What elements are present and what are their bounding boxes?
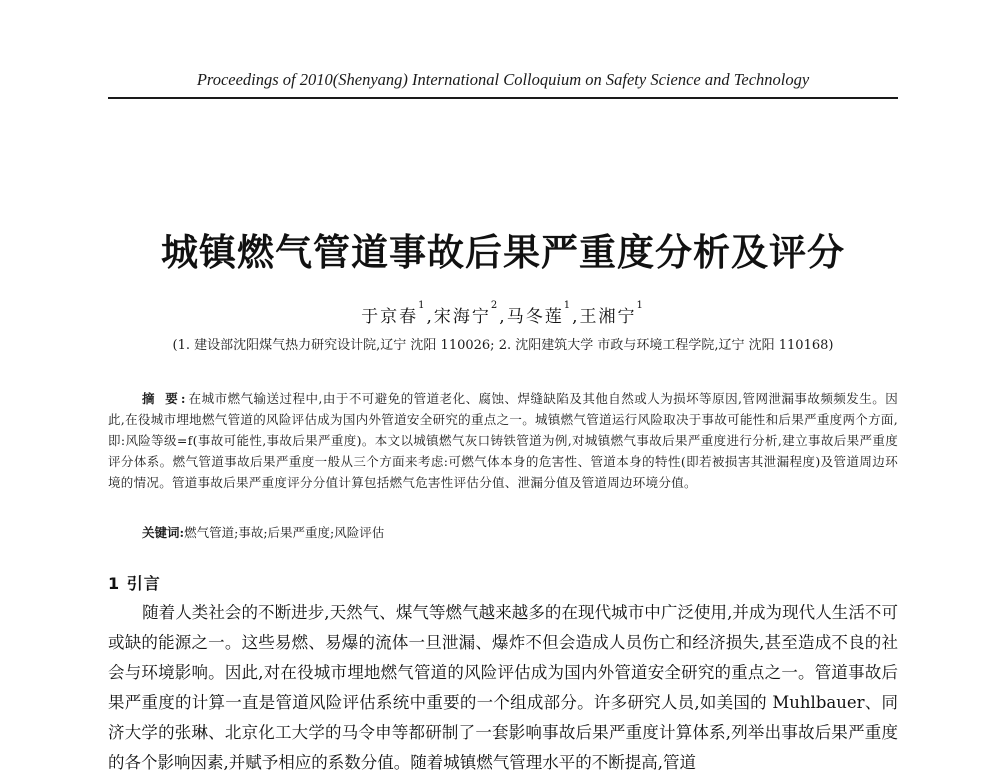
- body-paragraph: [108, 598, 898, 778]
- author-name: 于京春: [361, 307, 419, 327]
- section-heading: 1 引言: [108, 574, 161, 593]
- author-separator: ,: [499, 307, 507, 327]
- author-separator: ,: [572, 307, 580, 327]
- keywords-text: 燃气管道;事故;后果严重度;风险评估: [184, 525, 385, 540]
- abstract: [108, 388, 898, 493]
- author-list: [108, 302, 898, 327]
- keywords: [142, 523, 898, 541]
- affiliation: (1. 建设部沈阳煤气热力研究设计院,辽宁 沈阳 110026; 2. 沈阳建筑大学 市政与环境工程学院,辽宁 沈阳 110168): [172, 338, 834, 353]
- keywords-label: 关键词:: [142, 525, 185, 540]
- author-separator: ,: [426, 307, 434, 327]
- author-affiliation-mark: 1: [563, 300, 571, 311]
- author-name: 宋海宁: [433, 307, 491, 327]
- author-affiliation-mark: 1: [636, 300, 643, 311]
- author-name: 马冬莲: [506, 307, 564, 327]
- header-rule: [108, 97, 898, 99]
- running-header: Proceedings of 2010(Shenyang) International Colloquium on Safety Science and Technology: [196, 70, 810, 89]
- abstract-text: 在城市燃气输送过程中,由于不可避免的管道老化、腐蚀、焊缝缺陷及其他自然或人为损坏等原因,管网泄漏事故频频发生。因此,在役城市埋地燃气管道的风险评估成为国内外管道安全研究的重点之一。城镇燃气管道运行风险取决于事故可能性和后果严重度两个方面,即:风险等级=f(事故可能性,事故后果严重度)。本文以城镇燃气灰口铸铁管道为例,对城镇燃气事故后果严重度进行分析,建立事故后果严重度评分体系。燃气管道事故后果严重度一般从三个方面来考虑:可燃气体本身的危害性、管道本身的特性(即若被损害其泄漏程度)及管道周边环境的情况。管道事故后果严重度评分分值计算包括燃气危害性评估分值、泄漏分值及管道周边环境分值。: [108, 391, 899, 490]
- body-paragraph-text: 随着人类社会的不断进步,天然气、煤气等燃气越来越多的在现代城市中广泛使用,并成为现代人生活不可或缺的能源之一。这些易燃、易爆的流体一旦泄漏、爆炸不但会造成人员伤亡和经济损失,甚至造成不良的社会与环境影响。因此,对在役城市埋地燃气管道的风险评估成为国内外管道安全研究的重点之一。管道事故后果严重度的计算一直是管道风险评估系统中重要的一个组成部分。许多研究人员,如美国的 Muhlbauer、同济大学的张琳、北京化工大学的马令申等都研制了一套影响事故后果严重度计算体系,列举出事故后果严重度的各个影响因素,并赋予相应的系数分值。随着城镇燃气管理水平的不断提高,管道: [108, 603, 898, 772]
- author-name: 王湘宁: [579, 307, 637, 327]
- author-affiliation-mark: 1: [418, 300, 425, 311]
- author-affiliation-mark: 2: [490, 300, 498, 311]
- abstract-label: 摘 要:: [142, 391, 189, 406]
- paper-title: 城镇燃气管道事故后果严重度分析及评分: [161, 230, 845, 274]
